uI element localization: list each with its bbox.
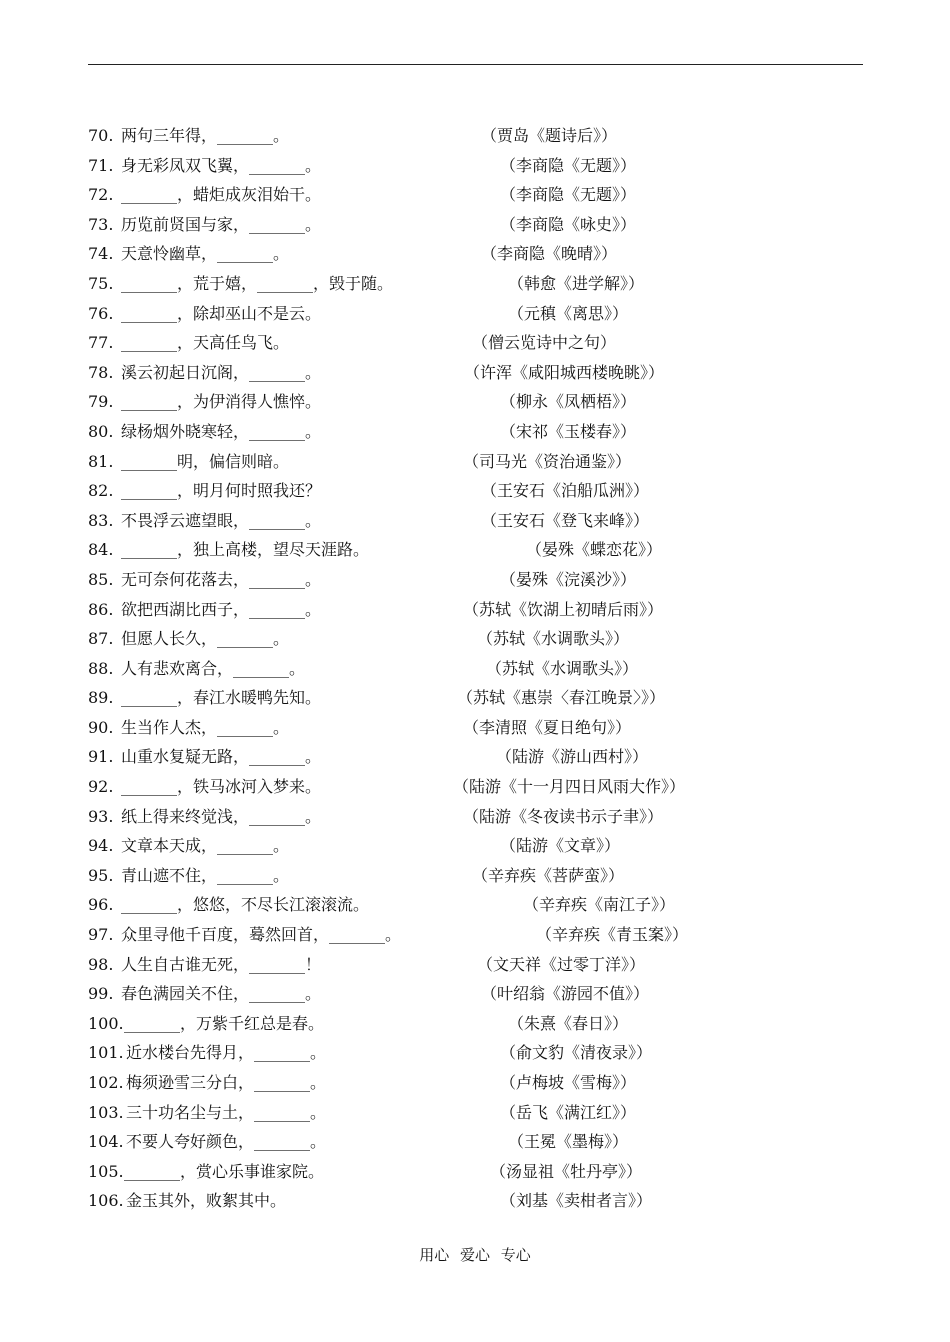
verse-text: 三十功名尘与土，_______。 <box>126 1102 327 1122</box>
verse-source: （李商隐《咏史》） <box>500 214 637 234</box>
verse-text: 不畏浮云遮望眼，_______。 <box>121 510 322 530</box>
item-number: 95. <box>88 865 114 885</box>
list-item <box>88 180 863 210</box>
item-number: 73. <box>88 214 114 234</box>
list-item <box>88 565 863 595</box>
list-item <box>88 476 863 506</box>
list-item <box>88 535 863 565</box>
verse-source: （陆游《游山西村》） <box>496 747 649 767</box>
verse-text: _______，春江水暖鸭先知。 <box>121 688 322 708</box>
verse-text: 历览前贤国与家，_______。 <box>121 214 322 234</box>
verse-source: （辛弃疾《青玉案》） <box>536 925 689 945</box>
verse-source: （晏殊《浣溪沙》） <box>500 569 637 589</box>
verse-text: 文章本天成，_______。 <box>121 836 290 856</box>
list-item <box>88 328 863 358</box>
list-item <box>88 1157 863 1187</box>
list-item <box>88 802 863 832</box>
verse-text: _______，悠悠，不尽长江滚滚流。 <box>121 895 370 915</box>
list-item <box>88 299 863 329</box>
verse-source: （韩愈《进学解》） <box>508 273 645 293</box>
verse-source: （汤显祖《牡丹亭》） <box>490 1161 643 1181</box>
list-item <box>88 654 863 684</box>
verse-source: （朱熹《春日》） <box>508 1013 629 1033</box>
item-number: 90. <box>88 717 114 737</box>
verse-text: 溪云初起日沉阁，_______。 <box>121 362 322 382</box>
verse-text: _______，除却巫山不是云。 <box>121 303 322 323</box>
verse-text: 青山遮不住，_______。 <box>121 865 290 885</box>
item-number: 89. <box>88 688 114 708</box>
list-item <box>88 890 863 920</box>
verse-text: _______，独上高楼，望尽天涯路。 <box>121 540 370 560</box>
item-number: 77. <box>88 333 114 353</box>
verse-source: （苏轼《水调歌头》） <box>477 629 630 649</box>
item-number: 72. <box>88 185 114 205</box>
verse-source: （岳飞《满江红》） <box>500 1102 637 1122</box>
list-item <box>88 1098 863 1128</box>
verse-text: 身无彩凤双飞翼，_______。 <box>121 155 322 175</box>
verse-text: 两句三年得，_______。 <box>121 126 290 145</box>
item-number: 88. <box>88 658 114 678</box>
item-number: 105. <box>88 1161 124 1181</box>
verse-source: （元稹《离思》） <box>508 303 629 323</box>
item-number: 106. <box>88 1191 124 1211</box>
item-number: 85. <box>88 569 114 589</box>
verse-source: （李商隐《晚晴》） <box>481 244 618 264</box>
verse-text: 但愿人长久，_______。 <box>121 629 290 649</box>
item-number: 79. <box>88 392 114 412</box>
item-number: 103. <box>88 1102 124 1122</box>
verse-text: 绿杨烟外晓寒轻，_______。 <box>121 421 322 441</box>
item-number: 83. <box>88 510 114 530</box>
item-number: 91. <box>88 747 114 767</box>
list-item <box>88 1068 863 1098</box>
header-rule <box>88 64 863 65</box>
verse-source: （王安石《泊船瓜洲》） <box>481 481 650 501</box>
item-number: 102. <box>88 1073 124 1092</box>
list-item <box>88 595 863 625</box>
verse-text: _______，赏心乐事谁家院。 <box>124 1161 325 1181</box>
list-item <box>88 950 863 980</box>
verse-text: 纸上得来终觉浅，_______。 <box>121 806 322 826</box>
list-item <box>88 239 863 269</box>
verse-source: （王安石《登飞来峰》） <box>481 510 650 530</box>
verse-text: 梅须逊雪三分白，_______。 <box>126 1073 327 1092</box>
verse-source: （苏轼《饮湖上初晴后雨》） <box>463 599 664 619</box>
verse-source: （司马光《资治通鉴》） <box>463 451 632 471</box>
page-footer: 用心 爱心 专心 <box>419 1246 531 1264</box>
verse-text: 金玉其外，败絮其中。 <box>126 1191 287 1211</box>
verse-text: _______，天高任鸟飞。 <box>121 333 290 353</box>
item-number: 80. <box>88 421 114 441</box>
list-item <box>88 1038 863 1068</box>
verse-source: （苏轼《水调歌头》） <box>486 658 639 678</box>
verse-text: _______，为伊消得人憔悴。 <box>121 392 322 412</box>
verse-text: 众里寻他千百度，蓦然回首，_______。 <box>121 925 402 945</box>
list-item <box>88 1009 863 1039</box>
item-number: 82. <box>88 481 114 501</box>
verse-text: 人有悲欢离合，_______。 <box>121 658 306 678</box>
verse-source: （文天祥《过零丁洋》） <box>477 954 646 974</box>
verse-source: （俞文豹《清夜录》） <box>500 1043 653 1063</box>
verse-source: （僧云览诗中之句） <box>472 333 617 353</box>
verse-source: （辛弃疾《菩萨蛮》） <box>472 865 625 885</box>
verse-text: _______，铁马冰河入梦来。 <box>121 777 322 797</box>
item-number: 76. <box>88 303 114 323</box>
list-item <box>88 121 863 151</box>
verse-source: （王冕《墨梅》） <box>508 1132 629 1152</box>
verse-text: 人生自古谁无死，_______！ <box>121 954 322 974</box>
verse-source: （卢梅坡《雪梅》） <box>500 1073 637 1092</box>
item-number: 87. <box>88 629 114 649</box>
item-number: 86. <box>88 599 114 619</box>
verse-text: _______明，偏信则暗。 <box>121 451 290 471</box>
item-number: 92. <box>88 777 114 797</box>
list-item <box>88 742 863 772</box>
verse-text: _______，万紫千红总是春。 <box>124 1013 325 1033</box>
item-number: 104. <box>88 1132 124 1152</box>
verse-source: （柳永《凤栖梧》） <box>500 392 637 412</box>
list-item <box>88 506 863 536</box>
item-number: 75. <box>88 273 114 293</box>
list-item <box>88 683 863 713</box>
item-number: 98. <box>88 954 114 974</box>
item-number: 78. <box>88 362 114 382</box>
list-item <box>88 713 863 743</box>
item-number: 81. <box>88 451 114 471</box>
verse-text: 欲把西湖比西子，_______。 <box>121 599 322 619</box>
list-item <box>88 920 863 950</box>
list-item <box>88 447 863 477</box>
verse-source: （李商隐《无题》） <box>500 185 637 205</box>
list-item <box>88 979 863 1009</box>
list-item <box>88 1127 863 1157</box>
item-number: 101. <box>88 1043 124 1063</box>
item-number: 96. <box>88 895 114 915</box>
list-item <box>88 269 863 299</box>
list-item <box>88 358 863 388</box>
verse-text: 春色满园关不住，_______。 <box>121 984 322 1004</box>
verse-source: （李商隐《无题》） <box>500 155 637 175</box>
item-number: 74. <box>88 244 114 264</box>
item-number: 71. <box>88 155 114 175</box>
item-number: 100. <box>88 1013 124 1033</box>
list-item <box>88 387 863 417</box>
verse-source: （苏轼《惠崇〈春江晚景〉》） <box>457 688 666 708</box>
list-item <box>88 417 863 447</box>
list-item <box>88 151 863 181</box>
verse-text: _______，蜡炬成灰泪始干。 <box>121 185 322 205</box>
verse-source: （陆游《十一月四日风雨大作》） <box>453 777 686 797</box>
list-item <box>88 861 863 891</box>
item-number: 70. <box>88 126 114 145</box>
verse-source: （叶绍翁《游园不值》） <box>481 984 650 1004</box>
verse-text: 天意怜幽草，_______。 <box>121 244 290 264</box>
verse-text: _______，荒于嬉，_______，毁于随。 <box>121 273 394 293</box>
verse-text: 生当作人杰，_______。 <box>121 717 290 737</box>
verse-text: 无可奈何花落去，_______。 <box>121 569 322 589</box>
item-number: 97. <box>88 925 114 945</box>
verse-text: 山重水复疑无路，_______。 <box>121 747 322 767</box>
verse-source: （辛弃疾《南江子》） <box>523 895 676 915</box>
item-number: 93. <box>88 806 114 826</box>
item-number: 99. <box>88 984 114 1004</box>
item-number: 94. <box>88 836 114 856</box>
list-item <box>88 624 863 654</box>
verse-source: （陆游《冬夜读书示子聿》） <box>463 806 664 826</box>
item-number: 84. <box>88 540 114 560</box>
verse-source: （陆游《文章》） <box>500 836 621 856</box>
verse-source: （宋祁《玉楼春》） <box>500 421 637 441</box>
verse-source: （晏殊《蝶恋花》） <box>526 540 663 560</box>
verse-text: 不要人夸好颜色，_______。 <box>126 1132 327 1152</box>
verse-text: 近水楼台先得月，_______。 <box>126 1043 327 1063</box>
list-item <box>88 831 863 861</box>
verse-source: （刘基《卖柑者言》） <box>500 1191 653 1211</box>
list-item <box>88 772 863 802</box>
verse-text: _______，明月何时照我还？ <box>121 481 322 501</box>
list-item <box>88 1186 863 1216</box>
verse-source: （贾岛《题诗后》） <box>481 126 618 145</box>
verse-source: （李清照《夏日绝句》） <box>463 717 632 737</box>
verse-list <box>88 121 863 1216</box>
verse-source: （许浑《咸阳城西楼晚眺》） <box>464 362 665 382</box>
list-item <box>88 210 863 240</box>
